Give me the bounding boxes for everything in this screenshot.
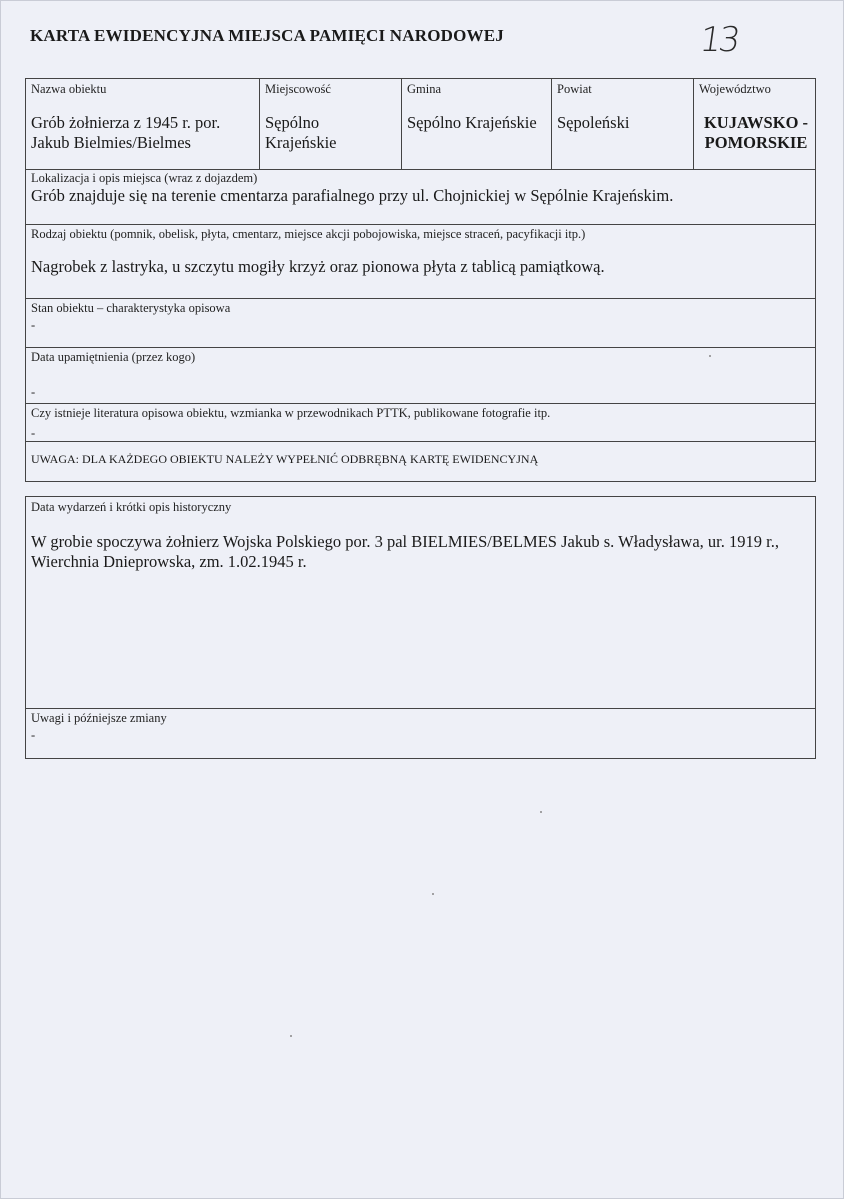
name-label: Nazwa obiektu <box>31 82 107 96</box>
commune-label: Gmina <box>407 82 442 96</box>
page-title: KARTA EWIDENCYJNA MIEJSCA PAMIĘCI NARODOWEJ <box>30 26 504 45</box>
handwritten-page-number: 13 <box>697 20 741 60</box>
location-label: Lokalizacja i opis miejsca (wraz z dojazdem) <box>31 171 258 185</box>
town-value: Sępólno Krajeńskie <box>265 113 337 152</box>
record-card-main <box>25 78 816 482</box>
scan-speck <box>540 811 542 813</box>
condition-label: Stan obiektu – charakterystyka opisowa <box>31 301 231 315</box>
commune-cell <box>407 82 549 133</box>
province-cell <box>699 82 813 153</box>
county-label: Powiat <box>557 82 592 96</box>
town-cell <box>265 82 395 153</box>
history-card <box>25 496 816 759</box>
province-label: Województwo <box>699 82 771 96</box>
county-cell <box>557 82 687 133</box>
province-value: KUJAWSKO - POMORSKIE <box>703 113 809 152</box>
commemoration-label: Data upamiętnienia (przez kogo) <box>31 350 196 364</box>
scan-speck <box>290 1035 292 1037</box>
commemoration-value: - <box>31 385 36 399</box>
remarks-label: Uwagi i późniejsze zmiany <box>31 711 167 725</box>
notice-text: UWAGA: DLA KAŻDEGO OBIEKTU NALEŻY WYPEŁNIĆ ODBRĘBNĄ KARTĘ EWIDENCYJNĄ <box>31 452 539 466</box>
object-type-value: Nagrobek z lastryka, u szczytu mogiły krzyż oraz pionowa płyta z tablicą pamiątkową. <box>31 257 605 276</box>
scan-speck <box>432 893 434 895</box>
name-value: Grób żołnierza z 1945 r. por. Jakub Bielmies/Bielmes <box>31 113 221 152</box>
history-value: W grobie spoczywa żołnierz Wojska Polskiego por. 3 pal BIELMIES/BELMES Jakub s. Władysława, ur. 1919 r., Wierchnia Dnieprowska, zm. 1.02.1945 r. <box>31 532 779 571</box>
object-type-section <box>31 227 811 277</box>
name-cell <box>31 82 256 153</box>
remarks-section <box>31 711 811 743</box>
location-section <box>31 171 811 206</box>
condition-section <box>31 301 811 333</box>
literature-label: Czy istnieje literatura opisowa obiektu, wzmianka w przewodnikach PTTK, publikowane fotografie itp. <box>31 406 551 420</box>
literature-value: - <box>31 426 36 440</box>
history-label: Data wydarzeń i krótki opis historyczny <box>31 500 232 514</box>
commemoration-section <box>31 350 811 400</box>
remarks-value: - <box>31 728 36 742</box>
location-value: Grób znajduje się na terenie cmentarza parafialnego przy ul. Chojnickiej w Sępólnie Krajeńskim. <box>31 186 674 205</box>
notice-section <box>31 452 811 467</box>
condition-value: - <box>31 318 36 332</box>
literature-section <box>31 406 811 441</box>
scan-speck <box>709 355 711 357</box>
town-label: Miejscowość <box>265 82 331 96</box>
commune-value: Sępólno Krajeńskie <box>407 113 537 132</box>
history-section <box>31 500 811 572</box>
object-type-label: Rodzaj obiektu (pomnik, obelisk, płyta, cmentarz, miejsce akcji pobojowiska, miejsce straceń, pacyfikacji itp.) <box>31 227 586 241</box>
county-value: Sępoleński <box>557 113 630 132</box>
